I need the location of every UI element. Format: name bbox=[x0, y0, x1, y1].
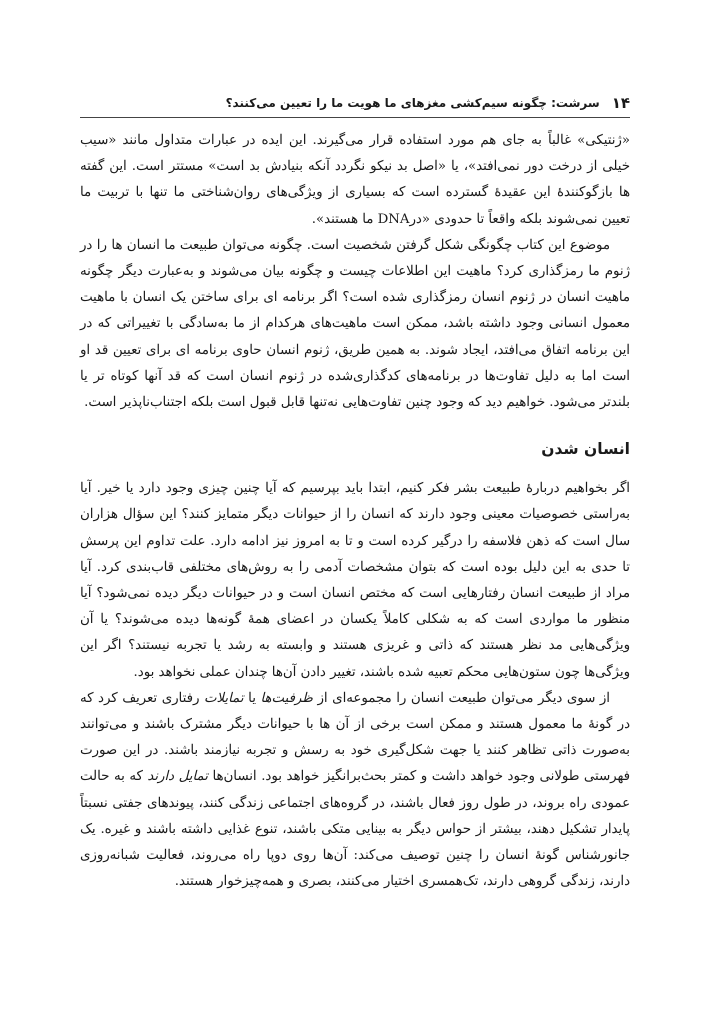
body-text bbox=[80, 128, 630, 895]
running-header-title: سرشت: چگونه سیم‌کشی مغزهای ما هویت ما را تعیین می‌کنند؟ bbox=[225, 96, 600, 110]
paragraph bbox=[80, 686, 630, 896]
paragraph: موضوع این کتاب چگونگی شکل گرفتن شخصیت است. چگونه می‌توان طبیعت ما انسان ها را در ژنوم ما رمزگذاری کرد؟ ماهیت این اطلاعات چیست و چگونه بیان می‌شوند و به‌عبارت دیگر چگونه ماهیت انسان در ژنوم انسان رمزگذاری شده است؟ اگر برنامه ای برای ساختن یک انسان با ماهیت معمول انسانی وجود داشته باشد، ممکن است ماهیت‌های هرکدام از ما به‌سادگی با تغییراتی که در این برنامه اتفاق می‌افتد، ایجاد شوند. به همین طریق، ژنوم انسان حاوی برنامه ای برای تعیین قد او است اما به دلیل تفاوت‌ها در برنامه‌های کدگذاری‌شده در ژنوم انسان است که قد آنها کوتاه تر یا بلندتر می‌شود. خواهیم دید که وجود چنین تفاوت‌هایی نه‌تنها قابل قبول است بلکه اجتناب‌ناپذیر است. bbox=[80, 237, 630, 411]
paragraph: اگر بخواهیم دربارهٔ طبیعت بشر فکر کنیم، ابتدا باید بپرسیم که آیا چنین چیزی وجود دارد یا خیر. آیا به‌راستی خصوصیات معینی وجود دارند که انسان را از حیوانات دیگر متمایز کنند؟ این سؤال هزاران سال است که ذهن فلاسفه را درگیر کرده است و تا به امروز نیز ادامه دارد. علت تداوم این پرسش تا حدی به این دلیل بوده است که بتوان مشخصات آدمی را به روش‌های مختلفی قاب‌بندی کرد. آیا مراد از طبیعت انسان رفتارهایی است که مختص انسان است و در حیوانات دیگر دیده نمی‌شود؟ آیا منظور ما مواردی است که به شکلی کاملاً یکسان در اعضای همهٔ گونه‌ها دیده می‌شوند؟ یا آن ویژگی‌هایی مد نظر هستند که ذاتی و غریزی هستند و وابسته به رشد یا تجربه نیستند؟ اگر این ویژگی‌ها چون ستون‌هایی محکم تعبیه شده باشند، تغییر دادن آن‌ها چندان عملی نخواهد بود. bbox=[80, 481, 630, 680]
running-header bbox=[80, 92, 630, 114]
emphasis-text: تمایلات bbox=[203, 690, 244, 706]
section-heading: انسان شدن bbox=[541, 440, 630, 459]
paragraph: «ژنتیکی» غالباً به جای هم مورد استفاده قرار می‌گیرند. این ایده در عبارات متداول مانند «سیب خیلی از درخت دور نمی‌افتد»، یا «اصل بد نیکو نگردد آنکه بنیادش بد است» مستتر است. این گفته ها بازگوکنندهٔ این عقیدهٔ گسترده است که بسیاری از ویژگی‌های روان‌شناختی ما تنها با تربیت ما تعیین نمی‌شوند بلکه واقعاً تا حدودی «درDNA ما هستند». bbox=[80, 133, 630, 227]
emphasis-text: ظرفیت‌ها bbox=[260, 690, 313, 706]
paragraph-text: رفتاری تعریف کرد که در گونهٔ ما معمول هستند و ممکن است برخی از آن ها با حیوانات دیگر مشترک باشند و می‌توانند به‌صورت ذاتی تظاهر کنند یا جهت شکل‌گیری خود به رسش و تجربه نیازمند باشند. در این صورت فهرستی طولانی وجود خواهد داشت و کمتر بحث‌برانگیز خواهد بود. انسان‌ها bbox=[80, 690, 630, 785]
header-rule bbox=[80, 117, 630, 118]
paragraph-text: یا bbox=[243, 690, 261, 706]
emphasis-text: تمایل دارند bbox=[147, 769, 208, 785]
paragraph-text: که به حالت عمودی راه بروند، در طول روز فعال باشند، در گروه‌های اجتماعی زندگی کنند، پیوندهای جفتی نسبتاً پایدار تشکیل دهند، بیشتر از حواس دیگر به بینایی متکی باشند، تنوع غذایی داشته باشند و غیره. یک جانورشناس گونهٔ انسان را چنین توصیف می‌کند: آن‌ها روی دوپا راه می‌روند، فعالیت شبانه‌روزی دارند، زندگی گروهی دارند، تک‌همسری اختیار می‌کنند، بصری و همه‌چیزخوار هستند. bbox=[80, 769, 630, 890]
page-number: ۱۴ bbox=[611, 94, 630, 112]
paragraph-text: از سوی دیگر می‌توان طبیعت انسان را مجموعه‌ای از bbox=[312, 690, 611, 706]
